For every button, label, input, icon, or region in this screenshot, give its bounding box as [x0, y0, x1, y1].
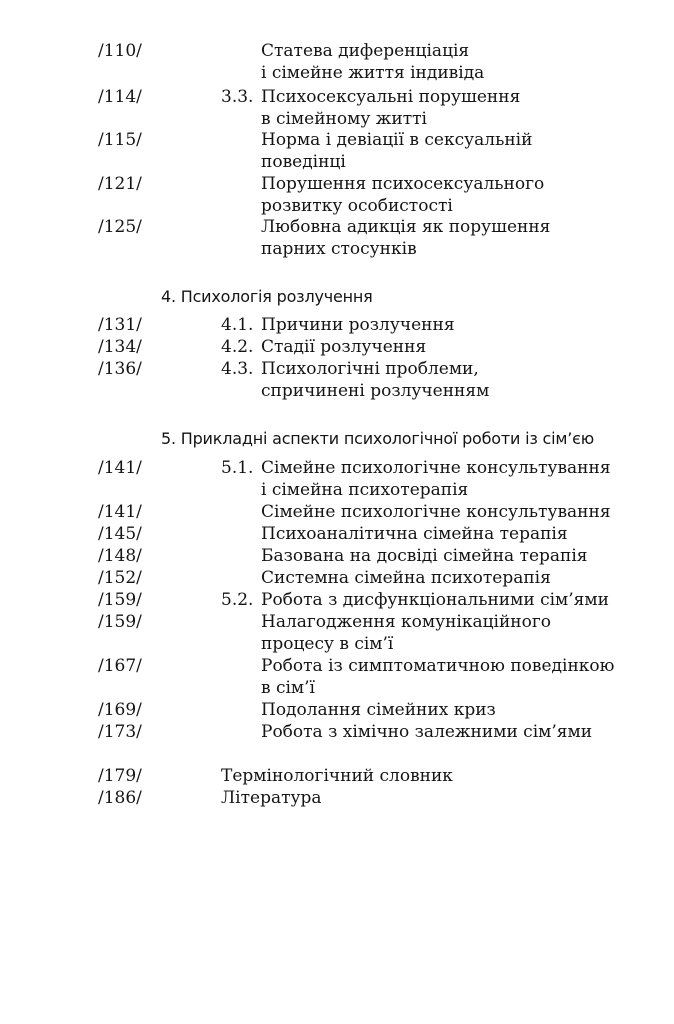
toc-title: Стадії розлучення	[261, 337, 427, 357]
toc-title: Література	[221, 788, 322, 808]
toc-section-number: 4.1.	[221, 315, 254, 335]
toc-page-number: /131/	[98, 315, 142, 335]
toc-title: Порушення психосексуального	[261, 174, 545, 194]
toc-page-number: /134/	[98, 337, 142, 357]
toc-title: Сімейне психологічне консультування	[261, 458, 611, 478]
toc-section-number: 4.3.	[221, 359, 254, 379]
toc-page-number: /114/	[98, 87, 142, 107]
toc-page-number: /115/	[98, 130, 142, 150]
toc-section-number: 4.2.	[221, 337, 254, 357]
toc-page-number: /136/	[98, 359, 142, 379]
toc-title-continued: в сімейному житті	[261, 109, 427, 129]
toc-title: Статева диференціація	[261, 41, 470, 61]
toc-title: Робота з дисфункціональними сім’ями	[261, 590, 609, 610]
toc-page-number: /167/	[98, 656, 142, 676]
toc-page-number: /173/	[98, 722, 142, 742]
toc-page-number: /159/	[98, 590, 142, 610]
toc-page-number: /148/	[98, 546, 142, 566]
toc-title: Налагодження комунікаційного	[261, 612, 552, 632]
toc-title: Базована на досвіді сімейна терапія	[261, 546, 588, 566]
toc-title: Системна сімейна психотерапія	[261, 568, 551, 588]
toc-page-number: /125/	[98, 217, 142, 237]
toc-title-continued: і сімейне життя індивіда	[261, 63, 485, 83]
toc-title: Робота із симптоматичною поведінкою	[261, 656, 615, 676]
toc-page-number: /152/	[98, 568, 142, 588]
toc-title: Психологічні проблеми,	[261, 359, 479, 379]
toc-title-continued: розвитку особистості	[261, 196, 453, 216]
toc-page-number: /141/	[98, 502, 142, 522]
toc-title: Психосексуальні порушення	[261, 87, 521, 107]
section-heading: 4. Психологія розлучення	[161, 287, 373, 306]
toc-page-number: /110/	[98, 41, 142, 61]
toc-title: Любовна адикція як порушення	[261, 217, 551, 237]
toc-page-number: /179/	[98, 766, 142, 786]
toc-title: Психоаналітична сімейна терапія	[261, 524, 568, 544]
toc-title: Причини розлучення	[261, 315, 455, 335]
toc-title-continued: процесу в сім’ї	[261, 634, 394, 654]
toc-title-continued: в сім’ї	[261, 678, 315, 698]
toc-section-number: 5.1.	[221, 458, 254, 478]
toc-section-number: 5.2.	[221, 590, 254, 610]
toc-title: Норма і девіації в сексуальній	[261, 130, 533, 150]
toc-title-continued: парних стосунків	[261, 239, 417, 259]
toc-section-number: 3.3.	[221, 87, 254, 107]
toc-page-number: /145/	[98, 524, 142, 544]
section-heading: 5. Прикладні аспекти психологічної роботи із сім’єю	[161, 429, 594, 448]
toc-title: Термінологічний словник	[221, 766, 453, 786]
toc-title-continued: поведінці	[261, 152, 346, 172]
toc-page-number: /141/	[98, 458, 142, 478]
toc-title: Подолання сімейних криз	[261, 700, 496, 720]
toc-page-number: /159/	[98, 612, 142, 632]
toc-page-number: /169/	[98, 700, 142, 720]
toc-title-continued: і сімейна психотерапія	[261, 480, 469, 500]
toc-title: Сімейне психологічне консультування	[261, 502, 611, 522]
toc-title: Робота з хімічно залежними сім’ями	[261, 722, 593, 742]
toc-title-continued: спричинені розлученням	[261, 381, 490, 401]
toc-page-number: /121/	[98, 174, 142, 194]
toc-page-number: /186/	[98, 788, 142, 808]
